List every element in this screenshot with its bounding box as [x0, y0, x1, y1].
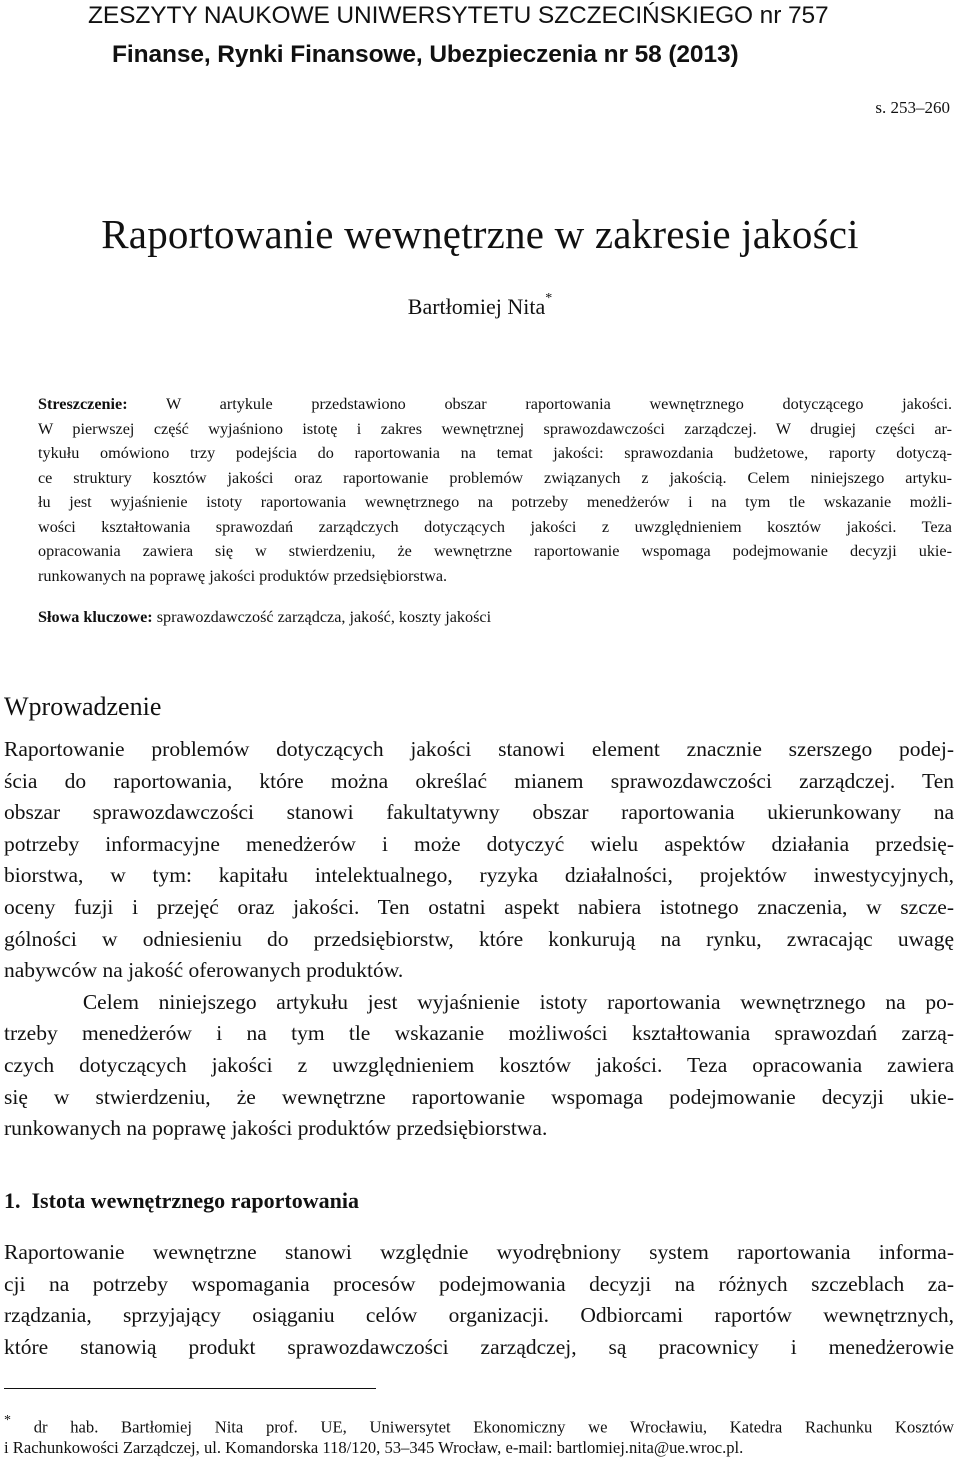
body-line: cji na potrzeby wspomagania procesów podejmowania decyzji na różnych szczeblach za-	[4, 1271, 954, 1296]
body-line: które stanowią produkt sprawozdawczości zarządczej, są pracownicy i menedżerowie	[4, 1334, 954, 1359]
body-line: Celem niniejszego artykułu jest wyjaśnienie istoty raportowania wewnętrznego na po-	[4, 989, 954, 1014]
body-line: Raportowanie wewnętrzne stanowi względnie wyodrębniony system raportowania informa-	[4, 1240, 954, 1264]
section-heading-1: 1. Istota wewnętrznego raportowania	[4, 1188, 359, 1213]
footnote-text: dr hab. Bartłomiej Nita prof. UE, Uniwersytet Ekonomiczny we Wrocławiu, Katedra Rachunku Kosztów	[11, 1417, 954, 1437]
body-line: oceny fuzji i przejęć oraz jakości. Ten ostatni aspekt nabiera istotnego znaczenia, w szcze-	[4, 894, 954, 919]
keywords-label: Słowa kluczowe:	[38, 608, 153, 626]
abstract-line: W pierwszej część wyjaśniono istotę i zakres wewnętrznej sprawozdawczości zarządczej. W drugiej części ar-	[38, 419, 952, 438]
footnote	[4, 1410, 954, 1460]
body-line: runkowanych na poprawę jakości produktów przedsiębiorstwa.	[4, 1116, 548, 1141]
footnote-divider	[4, 1388, 376, 1389]
journal-name: ZESZYTY NAUKOWE UNIWERSYTETU SZCZECIŃSKIEGO nr 757	[88, 2, 829, 29]
abstract-line: łu jest wyjaśnienie istoty raportowania wewnętrznego na potrzeby menedżerów i na tym tle wskazanie możli-	[38, 493, 952, 511]
body-line: obszar sprawozdawczości stanowi fakultatywny obszar raportowania ukierunkowany na	[4, 800, 954, 825]
section-heading-intro: Wprowadzenie	[4, 692, 162, 721]
footnote-line: i Rachunkowości Zarządczej, ul. Komandorska 118/120, 53–345 Wrocław, e-mail: bartlomiej.nita@ue.wroc.pl.	[4, 1438, 744, 1457]
section1-body	[4, 1237, 954, 1363]
abstract-line: wości kształtowania sprawozdań zarządczych dotyczących jakości z uwzględnieniem kosztów jakości. Teza	[38, 517, 952, 536]
abstract-label: Streszczenie:	[38, 395, 128, 413]
abstract-line: opracowania zawiera się w stwierdzeniu, że wewnętrzne raportowanie wspomaga podejmowanie decyzji ukie-	[38, 542, 952, 560]
keywords-text: sprawozdawczość zarządcza, jakość, koszty jakości	[152, 608, 492, 626]
keywords	[38, 608, 491, 627]
author-name: Bartłomiej Nita	[407, 294, 546, 319]
page-range: s. 253–260	[875, 98, 950, 117]
body-line: rządzania, sprzyjający osiąganiu celów organizacji. Odbiorcami raportów wewnętrznych,	[4, 1303, 954, 1328]
body-line: biorstwa, w tym: kapitału intelektualnego, ryzyka działalności, projektów inwestycyjnych,	[4, 863, 954, 888]
body-line: nabywców na jakość oferowanych produktów.	[4, 958, 404, 983]
journal-series: Finanse, Rynki Finansowe, Ubezpieczenia nr 58 (2013)	[112, 41, 739, 68]
intro-body	[4, 734, 954, 1145]
abstract-line: tykułu omówiono trzy podejścia do raportowania na temat jakości: sprawozdania budżetowe, raporty dotyczą-	[38, 444, 952, 462]
abstract	[38, 392, 952, 588]
body-line: ścia do raportowania, które można określać mianem sprawozdawczości zarządczej. Ten	[4, 768, 954, 793]
footnote-mark: *	[4, 1413, 11, 1428]
author-footnote-mark: *	[545, 290, 553, 306]
body-line: gólności w odniesieniu do przedsiębiorstw, które konkurują na rynku, zwracając uwagę	[4, 926, 954, 951]
body-line: Raportowanie problemów dotyczących jakości stanowi element znacznie szerszego podej-	[4, 737, 954, 761]
body-line: trzeby menedżerów i na tym tle wskazanie możliwości kształtowania sprawozdań zarzą-	[4, 1021, 954, 1046]
footnote-line	[4, 1410, 954, 1435]
body-line: potrzeby informacyjne menedżerów i może dotyczyć wielu aspektów działania przedsię-	[4, 831, 954, 856]
abstract-line: ce struktury kosztów jakości oraz raportowanie problemów związanych z jakością. Celem niniejszego artyku-	[38, 468, 952, 487]
abstract-text: W artykule przedstawiono obszar raportowania wewnętrznego dotyczącego jakości.	[127, 395, 952, 413]
body-line: się w stwierdzeniu, że wewnętrzne raportowanie wspomaga podejmowanie decyzji ukie-	[4, 1084, 954, 1109]
abstract-line	[38, 392, 952, 417]
article-author	[0, 290, 960, 320]
body-line: czych dotyczących jakości z uwzględnieniem kosztów jakości. Teza opracowania zawiera	[4, 1052, 954, 1077]
article-title: Raportowanie wewnętrzne w zakresie jakości	[101, 211, 859, 257]
abstract-line: runkowanych na poprawę jakości produktów przedsiębiorstwa.	[38, 566, 448, 585]
